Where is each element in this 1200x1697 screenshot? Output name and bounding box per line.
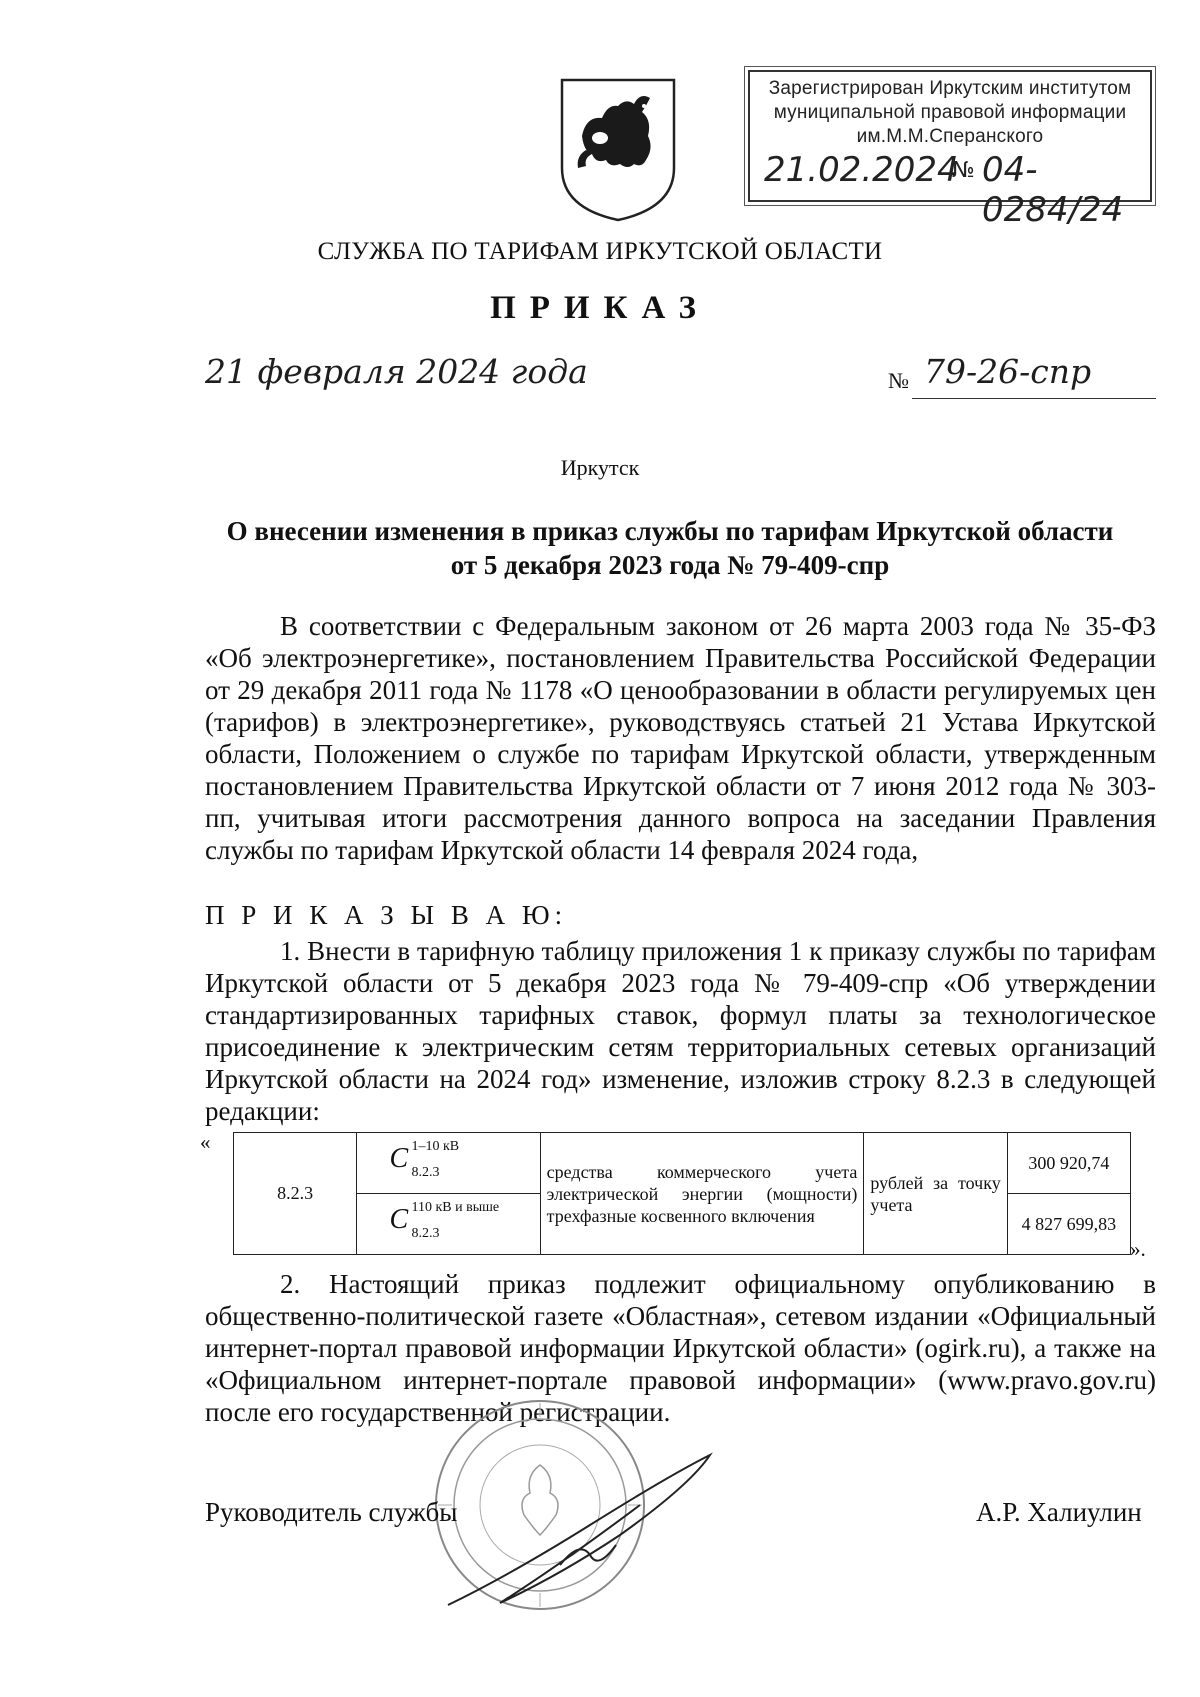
registration-stamp-line-2: муниципальной правовой информации xyxy=(773,102,1127,123)
signer-position: Руководитель службы xyxy=(205,1497,458,1527)
city: Иркутск xyxy=(560,455,640,480)
registration-stamp-line-3: им.М.М.Сперанского xyxy=(856,126,1044,147)
formula-cell-1 xyxy=(357,1133,540,1194)
order-number-label: № xyxy=(888,368,909,393)
coat-of-arms-emblem xyxy=(556,76,680,222)
document-title-line-1: О внесении изменения в приказ службы по тарифам Иркутской области xyxy=(226,516,1114,546)
table-quote-close: ». xyxy=(1130,1237,1146,1261)
order-date-handwritten: 21 февраля 2024 года xyxy=(205,352,588,391)
document-type: ПРИКАЗ xyxy=(490,290,710,326)
formula-1-symbol: C xyxy=(389,1142,409,1174)
registration-date-handwritten: 21.02.2024 xyxy=(764,150,959,190)
formula-2-superscript: 110 кВ и выше xyxy=(411,1199,500,1215)
handwritten-signature xyxy=(440,1445,720,1615)
formula-1-subscript: 8.2.3 xyxy=(411,1164,440,1180)
document-title-line-2: от 5 декабря 2023 года № 79-409-спр xyxy=(450,550,890,580)
item-1-paragraph: 1. Внести в тарифную таблицу приложения 1 к приказу службы по тарифам Иркутской области от 5 декабря 2023 года № 79-409-спр «Об утверждении стандартизированных тарифных ставок, формул платы за технологическое присоединение к электрическим сетям территориальных сетевых организаций Иркутской области на 2024 год» изменение, изложив строку 8.2.3 в следующей редакции: xyxy=(205,936,1156,1126)
formula-1-superscript: 1–10 кВ xyxy=(411,1138,460,1154)
registration-stamp-line-1: Зарегистрирован Иркутским институтом xyxy=(768,78,1132,99)
preamble-paragraph: В соответствии с Федеральным законом от 26 марта 2003 года № 35-ФЗ «Об электроэнергетике», постановлением Правительства Российской Федерации от 29 декабря 2011 года № 1178 «О ценообразовании в области регулируемых цен (тарифов) в электроэнергетике», руководствуясь статьей 21 Устава Иркутской области, Положением о службе по тарифам Иркутской области, утвержденным постановлением Правительства Иркутской области от 7 июня 2012 года № 303-пп, учитывая итоги рассмотрения данного вопроса на заседании Правления службы по тарифам Иркутской области 14 февраля 2024 года, xyxy=(205,611,1156,865)
document-title xyxy=(200,514,1140,582)
formula-1 xyxy=(383,1137,513,1185)
unit-cell: рублей за точку учета xyxy=(864,1133,1007,1255)
registration-number-label: № xyxy=(952,158,975,183)
registration-number-handwritten: 04-0284/24 xyxy=(982,150,1124,230)
formula-2-subscript: 8.2.3 xyxy=(411,1225,440,1241)
formula-2 xyxy=(383,1198,513,1246)
table-quote-open: « xyxy=(200,1130,211,1154)
order-number-underline xyxy=(912,398,1156,399)
item-2-paragraph: 2. Настоящий приказ подлежит официальному опубликованию в общественно-политической газете «Областная», сетевом издании «Официальный интернет-портал правовой информации Иркутской области» (ogirk.ru), а также на «Официальном интернет-портале правовой информации» (www.pravo.gov.ru) после его государственной регистрации. xyxy=(205,1269,1156,1427)
description-cell: средства коммерческого учета электрической энергии (мощности) трехфазные косвенного включения xyxy=(540,1133,864,1255)
tariff-row-table xyxy=(233,1132,1131,1255)
registration-stamp xyxy=(748,70,1152,230)
row-id-cell: 8.2.3 xyxy=(234,1133,357,1255)
order-word: П Р И К А З Ы В А Ю: xyxy=(205,900,568,930)
order-number-handwritten: 79-26-спр xyxy=(924,352,1092,391)
formula-2-symbol: C xyxy=(389,1203,409,1235)
value-cell-2: 4 827 699,83 xyxy=(1007,1194,1130,1255)
formula-cell-2 xyxy=(357,1194,540,1255)
agency-name: СЛУЖБА ПО ТАРИФАМ ИРКУТСКОЙ ОБЛАСТИ xyxy=(317,238,883,265)
signer-name: А.Р. Халиулин xyxy=(976,1497,1142,1527)
value-cell-1: 300 920,74 xyxy=(1007,1133,1130,1194)
